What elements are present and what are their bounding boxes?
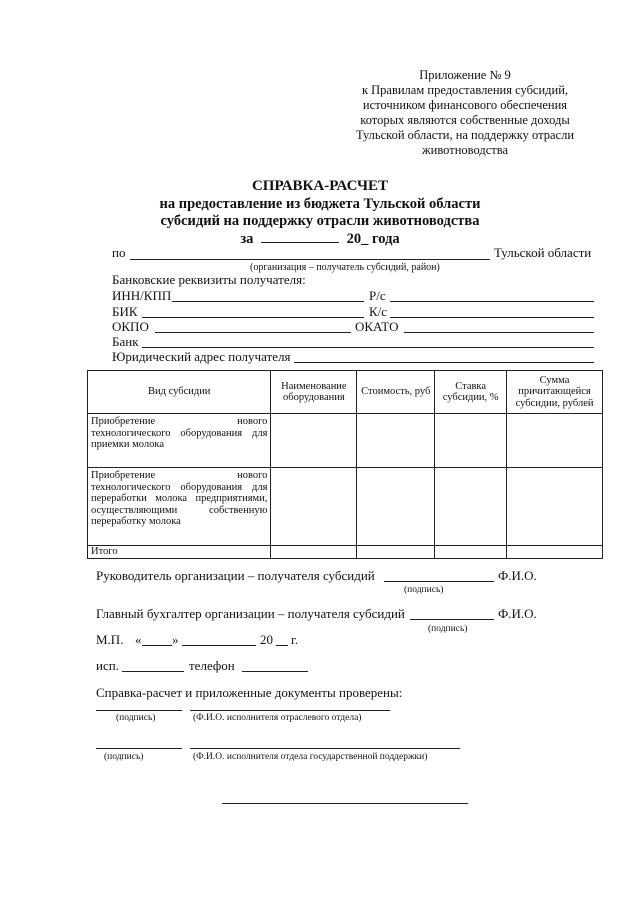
month-field[interactable] xyxy=(182,645,256,646)
subsidy-table xyxy=(87,370,603,559)
appendix-line: которых являются собственные доходы xyxy=(360,113,570,127)
inn-label: ИНН/КПП xyxy=(112,288,172,303)
okpo-field[interactable] xyxy=(155,332,351,333)
rs-field[interactable] xyxy=(390,301,594,302)
bank-field[interactable] xyxy=(142,347,594,348)
table-header-row xyxy=(88,371,603,414)
region-label: Тульской области xyxy=(494,245,592,260)
appendix-line: Приложение № 9 xyxy=(419,68,511,82)
bik-label: БИК xyxy=(112,304,138,319)
table-row xyxy=(88,468,603,546)
table-cell[interactable] xyxy=(271,414,357,468)
head-label: Руководитель организации – получателя субсидий xyxy=(96,568,375,583)
table-cell[interactable] xyxy=(271,468,357,546)
table-row xyxy=(88,414,603,468)
inn-field[interactable] xyxy=(172,301,364,302)
document-subtitle: на предоставление из бюджета Тульской области xyxy=(159,196,481,212)
header-subsidy-type: Вид субсидии xyxy=(88,371,271,414)
recipient-field[interactable] xyxy=(130,259,490,260)
head-sign-caption: (подпись) xyxy=(404,585,444,595)
year-suffix: года xyxy=(372,231,400,247)
bik-field[interactable] xyxy=(142,317,364,318)
address-field[interactable] xyxy=(294,362,594,363)
appendix-line: Тульской области, на поддержку отрасли xyxy=(355,128,575,142)
okato-field[interactable] xyxy=(404,332,594,333)
fio3-field[interactable] xyxy=(190,710,390,711)
accountant-fio: Ф.И.О. xyxy=(498,606,537,621)
accountant-label: Главный бухгалтер организации – получателя субсидий xyxy=(96,606,405,621)
executor-label: исп. xyxy=(96,658,119,673)
row-label: Приобретение нового технологического оборудования для переработки молока предприятиями, осуществляющими собственную переработку молока xyxy=(88,468,271,546)
recipient-caption: (организация – получатель субсидий, район) xyxy=(250,262,440,273)
quote-close: » xyxy=(172,632,179,647)
year-field[interactable] xyxy=(276,645,288,646)
bank-heading: Банковские реквизиты получателя: xyxy=(112,272,306,287)
row-label: Приобретение нового технологического оборудования для приемки молока xyxy=(88,414,271,468)
table-cell[interactable] xyxy=(507,546,603,559)
appendix-line: животноводства xyxy=(422,143,508,157)
fio3-caption: (Ф.И.О. исполнителя отраслевого отдела) xyxy=(193,713,362,723)
table-cell[interactable] xyxy=(357,468,435,546)
sign4-caption: (подпись) xyxy=(104,752,144,762)
table-cell[interactable] xyxy=(357,546,435,559)
ks-field[interactable] xyxy=(390,317,594,318)
executor-field[interactable] xyxy=(122,671,184,672)
okato-label: ОКАТО xyxy=(355,319,399,334)
po-label: по xyxy=(112,245,126,260)
table-cell[interactable] xyxy=(507,468,603,546)
appendix-line: к Правилам предоставления субсидий, xyxy=(361,83,569,97)
phone-label: телефон xyxy=(189,658,235,673)
bank-label: Банк xyxy=(112,334,139,349)
header-equipment: Наименование оборудования xyxy=(271,371,357,414)
checked-label: Справка-расчет и приложенные документы проверены: xyxy=(96,685,403,700)
okpo-label: ОКПО xyxy=(112,319,149,334)
header-amount: Сумма причитающейся субсидии, рублей xyxy=(507,371,603,414)
table-cell[interactable] xyxy=(435,468,507,546)
table-total-row xyxy=(88,546,603,559)
address-label: Юридический адрес получателя xyxy=(112,349,291,364)
sign3-field[interactable] xyxy=(96,710,182,711)
ks-label: К/с xyxy=(369,304,388,319)
appendix-line: источником финансового обеспечения xyxy=(362,98,568,112)
accountant-signature-field[interactable] xyxy=(410,619,494,620)
sign3-caption: (подпись) xyxy=(116,713,156,723)
footer-line xyxy=(222,803,468,804)
table-cell[interactable] xyxy=(435,414,507,468)
head-fio: Ф.И.О. xyxy=(498,568,537,583)
document-title: СПРАВКА-РАСЧЕТ xyxy=(251,178,389,194)
stamp-place: М.П. xyxy=(96,632,124,647)
rs-label: Р/с xyxy=(369,288,386,303)
appendix-header xyxy=(330,68,600,158)
table-cell[interactable] xyxy=(435,546,507,559)
head-signature-field[interactable] xyxy=(384,581,494,582)
period-blank[interactable] xyxy=(261,230,339,243)
table-cell[interactable] xyxy=(271,546,357,559)
quote-open: « xyxy=(135,632,142,647)
fio4-field[interactable] xyxy=(190,748,460,749)
header-rate: Ставка субсидии, % xyxy=(435,371,507,414)
fio4-caption: (Ф.И.О. исполнителя отдела государственной поддержки) xyxy=(193,752,428,762)
year-mid: 20_ xyxy=(346,231,369,247)
year-prefix: за xyxy=(240,231,254,247)
sign4-field[interactable] xyxy=(96,748,182,749)
table-cell[interactable] xyxy=(357,414,435,468)
accountant-sign-caption: (подпись) xyxy=(428,624,468,634)
year-g: г. xyxy=(291,632,299,647)
day-field[interactable] xyxy=(142,645,172,646)
year-prefix-text: 20 xyxy=(260,632,273,647)
document-subtitle: субсидий на поддержку отрасли животноводства xyxy=(160,213,480,229)
row-label: Итого xyxy=(88,546,271,559)
phone-field[interactable] xyxy=(242,671,308,672)
header-cost: Стоимость, руб xyxy=(357,371,435,414)
table-cell[interactable] xyxy=(507,414,603,468)
